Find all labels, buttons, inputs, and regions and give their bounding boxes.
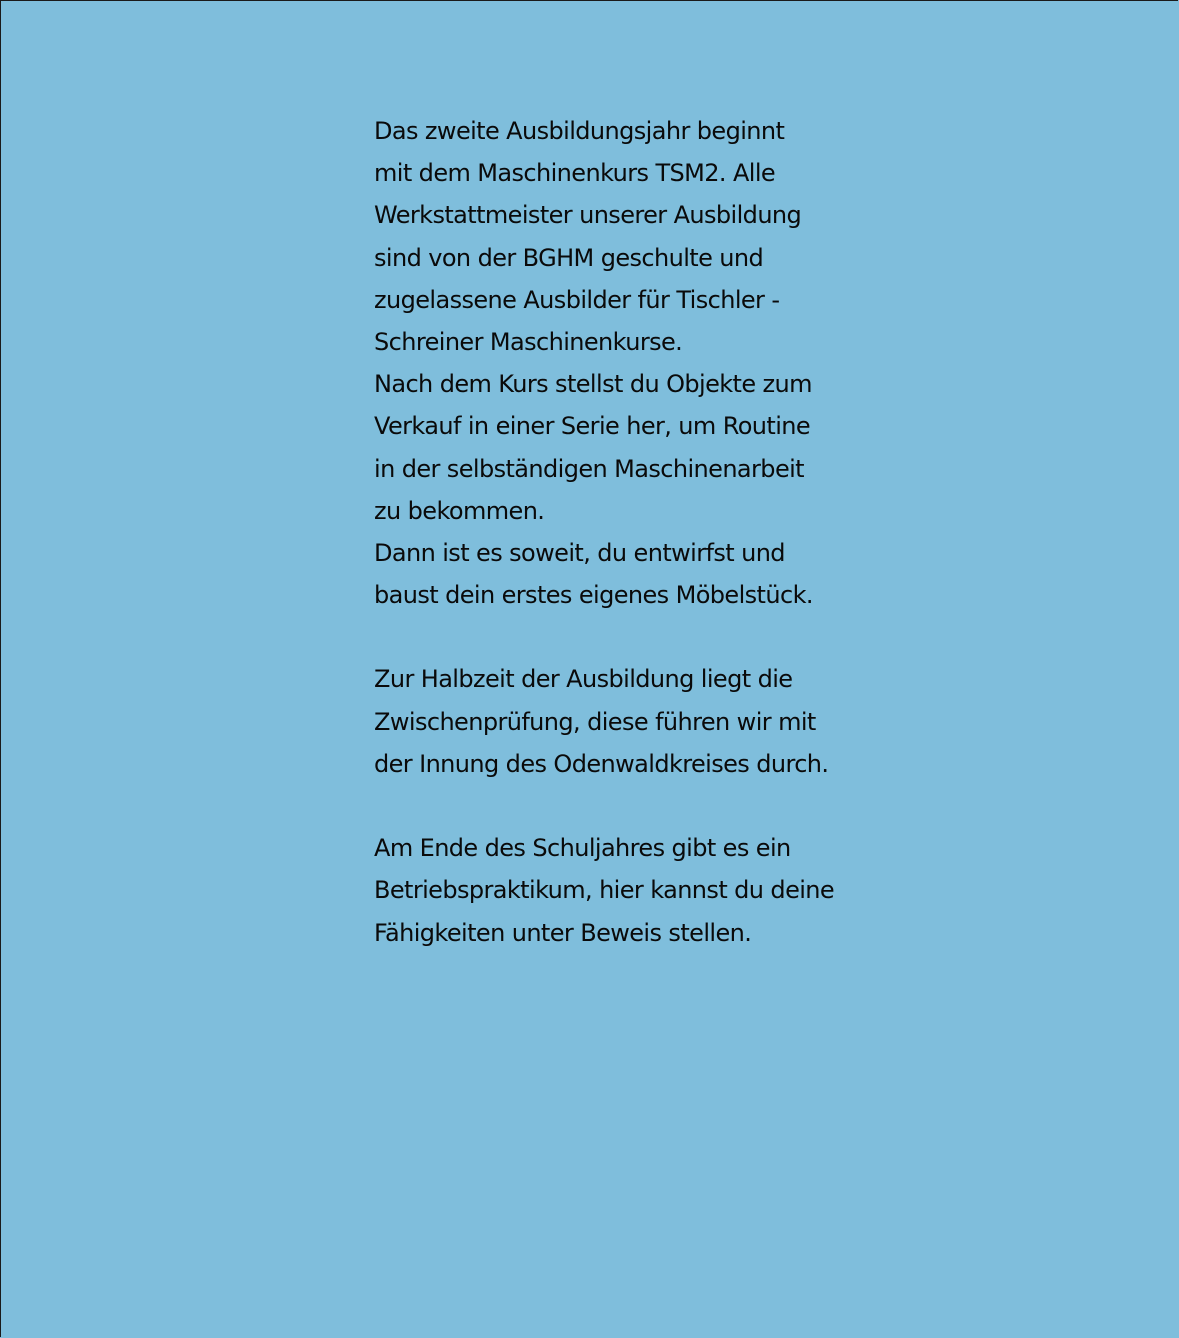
- text-line: Am Ende des Schuljahres gibt es ein: [374, 834, 791, 863]
- text-block: [374, 110, 894, 954]
- text-line: mit dem Maschinenkurs TSM2. Alle: [374, 159, 776, 188]
- text-line: Schreiner Maschinenkurse.: [374, 327, 683, 356]
- text-line: Nach dem Kurs stellst du Objekte zum: [374, 370, 812, 399]
- text-line: baust dein erstes eigenes Möbelstück.: [374, 581, 813, 610]
- text-line: Fähigkeiten unter Beweis stellen.: [374, 918, 752, 947]
- text-line: Betriebspraktikum, hier kannst du deine: [374, 876, 835, 905]
- paragraph-intermediate-exam: [374, 658, 894, 785]
- paragraph-machine-course: [374, 110, 894, 616]
- paragraph-internship: [374, 827, 894, 954]
- text-line: Dann ist es soweit, du entwirfst und: [374, 538, 785, 567]
- text-line: Werkstattmeister unserer Ausbildung: [374, 201, 802, 230]
- paragraph-spacer: [374, 616, 894, 658]
- text-line: in der selbständigen Maschinenarbeit: [374, 454, 804, 483]
- text-line: Verkauf in einer Serie her, um Routine: [374, 412, 811, 441]
- text-line: Zur Halbzeit der Ausbildung liegt die: [374, 665, 793, 694]
- text-line: zugelassene Ausbilder für Tischler -: [374, 285, 780, 314]
- text-line: Das zweite Ausbildungsjahr beginnt: [374, 117, 785, 145]
- paragraph-spacer: [374, 785, 894, 827]
- text-line: zu bekommen.: [374, 496, 545, 525]
- text-line: Zwischenprüfung, diese führen wir mit: [374, 707, 816, 736]
- text-line: sind von der BGHM geschulte und: [374, 243, 764, 272]
- text-line: der Innung des Odenwaldkreises durch.: [374, 749, 829, 778]
